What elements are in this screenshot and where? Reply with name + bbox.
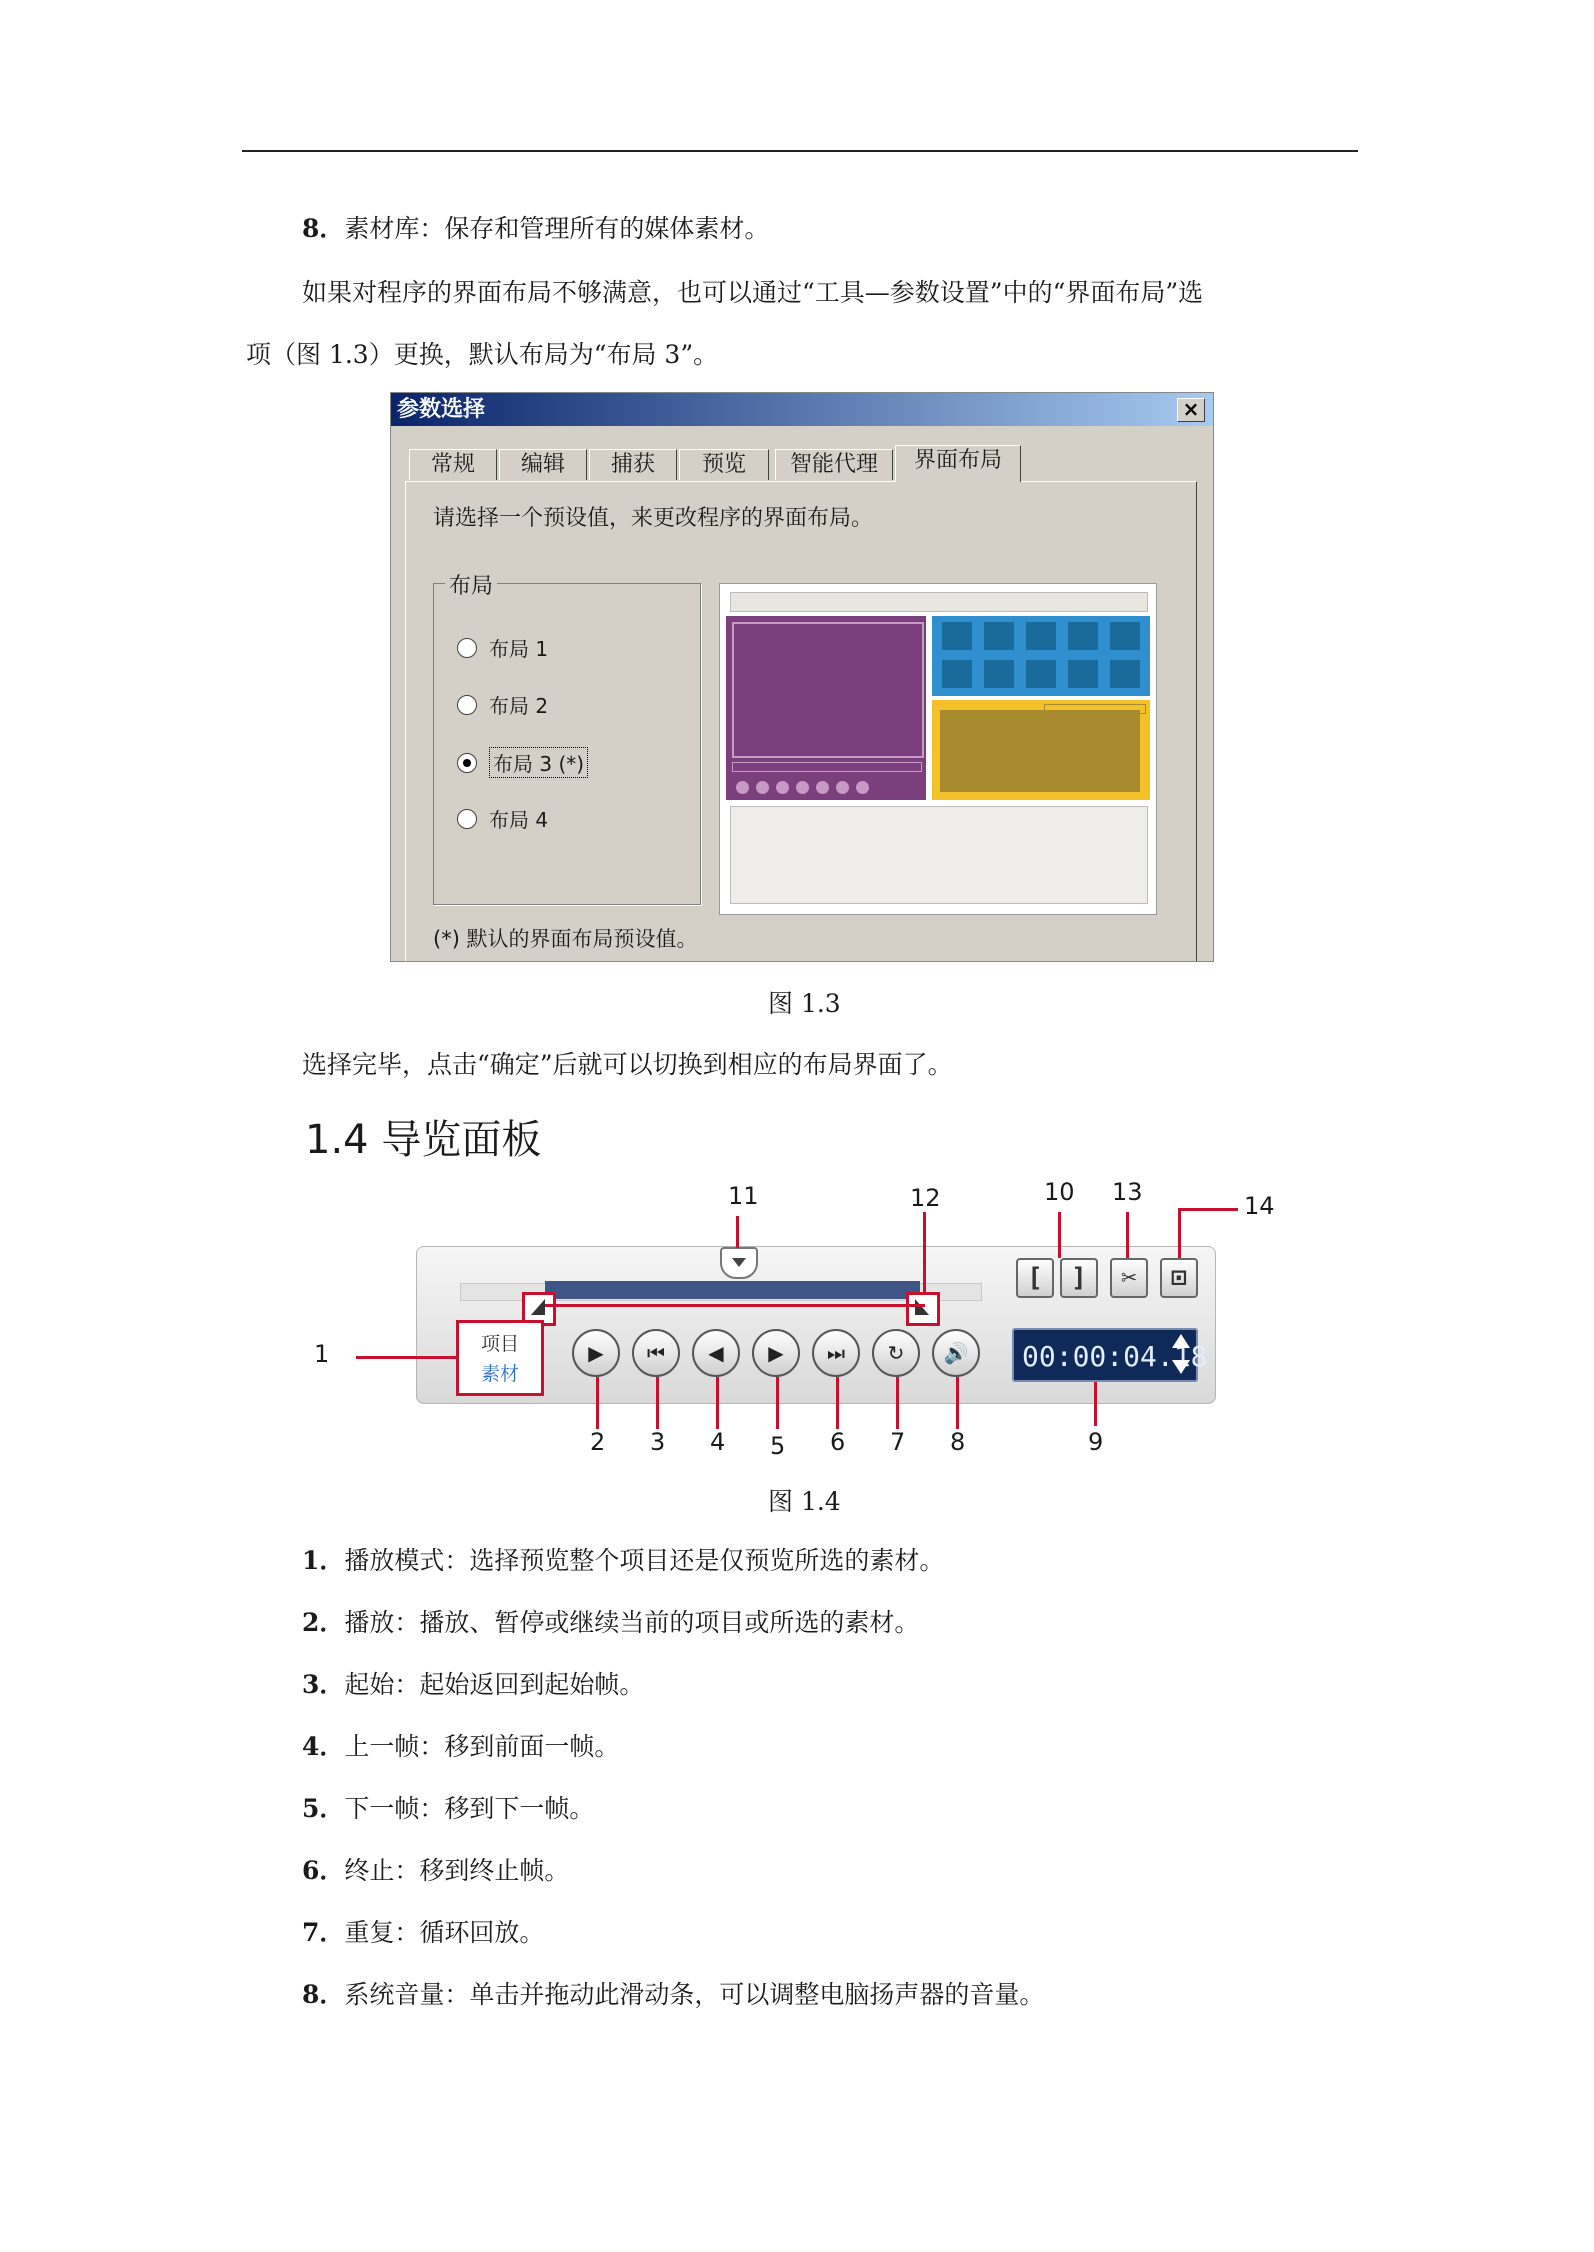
scissors-icon: ✂ — [1121, 1263, 1137, 1293]
callout-line-3 — [656, 1377, 659, 1429]
intro-paragraph-line-2: 项（图 1.3）更换，默认布局为“布局 3”。 — [246, 340, 719, 369]
callout-line-12 — [923, 1212, 926, 1292]
end-button[interactable] — [812, 1329, 860, 1377]
radio-icon[interactable] — [457, 809, 477, 829]
list-item-text: 播放：播放、暂停或继续当前的项目或所选的素材。 — [344, 1608, 920, 1637]
callout-line-11 — [736, 1216, 739, 1248]
callout-13: 13 — [1112, 1178, 1143, 1206]
callout-line-5 — [776, 1377, 779, 1429]
scrubber[interactable] — [720, 1247, 758, 1279]
list-item-number: 1． — [302, 1546, 345, 1575]
trim-handle-right[interactable] — [906, 1292, 940, 1326]
callout-2: 2 — [590, 1428, 606, 1456]
next-frame-icon: ▶ — [768, 1341, 784, 1365]
callout-line-14b — [1178, 1208, 1238, 1211]
list-item — [302, 1792, 594, 1826]
mark-out-icon: ] — [1071, 1263, 1087, 1293]
preferences-dialog — [390, 392, 1214, 962]
list-item-number: 7． — [302, 1918, 345, 1947]
list-item-text: 起始：起始返回到起始帧。 — [344, 1670, 645, 1699]
preview-dot — [796, 781, 809, 794]
callout-3: 3 — [650, 1428, 666, 1456]
after-dialog-text: 选择完毕，点击“确定”后就可以切换到相应的布局界面了。 — [302, 1050, 953, 1079]
spin-down-icon[interactable] — [1172, 1360, 1190, 1374]
callout-8: 8 — [950, 1428, 966, 1456]
mark-in-button[interactable] — [1016, 1258, 1054, 1298]
spin-up-icon[interactable] — [1172, 1334, 1190, 1348]
list-item-text: 重复：循环回放。 — [344, 1918, 545, 1947]
layout-option-3-label: 布局 3 (*) — [489, 747, 588, 778]
callout-line-10 — [1058, 1212, 1061, 1258]
callout-line-8 — [956, 1377, 959, 1429]
list-item-number: 2． — [302, 1608, 345, 1637]
trim-right-icon — [915, 1299, 929, 1315]
next-frame-button[interactable] — [752, 1329, 800, 1377]
trim-range — [545, 1281, 920, 1299]
preview-menu-bar — [730, 592, 1148, 612]
preview-dot — [816, 781, 829, 794]
callout-line-6 — [836, 1377, 839, 1429]
tab-edit[interactable]: 编辑 — [499, 449, 587, 480]
preview-cell — [1026, 660, 1056, 688]
list-item-text: 终止：移到终止帧。 — [344, 1856, 570, 1885]
radio-checked-icon[interactable] — [457, 753, 477, 773]
list-item — [302, 1606, 919, 1640]
list-item — [302, 1916, 544, 1950]
mode-project-label[interactable]: 项目 — [480, 1333, 519, 1355]
callout-line-1 — [356, 1356, 456, 1359]
preview-options-inner — [940, 710, 1140, 792]
list-item — [302, 1668, 644, 1702]
preview-cell — [1110, 660, 1140, 688]
callout-line-13 — [1126, 1212, 1129, 1258]
list-item-number: 6． — [302, 1856, 345, 1885]
header-rule — [242, 150, 1358, 152]
layout-option-2[interactable] — [457, 690, 548, 719]
close-icon[interactable]: × — [1177, 398, 1205, 422]
play-button[interactable] — [572, 1329, 620, 1377]
preview-dot — [856, 781, 869, 794]
layout-prompt: 请选择一个预设值，来更改程序的界面布局。 — [433, 506, 874, 531]
layout-preview — [719, 583, 1157, 915]
layout-option-4[interactable] — [457, 804, 548, 833]
layout-footnote: (*) 默认的界面布局预设值。 — [433, 927, 698, 951]
callout-line-7 — [896, 1377, 899, 1429]
preview-options-tab — [1044, 704, 1146, 714]
mode-clip-label[interactable]: 素材 — [480, 1363, 519, 1385]
preview-player-pane — [726, 616, 926, 800]
layout-option-4-label: 布局 4 — [489, 808, 549, 832]
callout-7: 7 — [890, 1428, 906, 1456]
callout-line-2 — [596, 1377, 599, 1429]
section-heading: 1.4 导览面板 — [305, 1117, 542, 1163]
callout-line-9 — [1094, 1382, 1097, 1426]
preview-options-pane — [932, 700, 1150, 800]
callout-line-14a — [1178, 1210, 1181, 1258]
preview-cell — [942, 622, 972, 650]
list-item — [302, 1978, 1044, 2012]
callout-12: 12 — [910, 1184, 941, 1212]
end-icon: ⏭ — [827, 1341, 845, 1365]
tab-preview[interactable]: 预览 — [679, 449, 769, 480]
tab-smart-proxy[interactable]: 智能代理 — [775, 449, 893, 480]
intro-item-8 — [302, 212, 769, 246]
intro-item-8-number: 8． — [302, 214, 345, 243]
play-mode-toggle[interactable] — [456, 1320, 544, 1396]
preview-cell — [984, 660, 1014, 688]
callout-5: 5 — [770, 1432, 786, 1460]
callout-11: 11 — [728, 1182, 759, 1210]
previous-frame-icon: ◀ — [708, 1341, 724, 1365]
preview-cell — [1026, 622, 1056, 650]
dialog-title: 参数选择 — [391, 393, 1213, 426]
repeat-icon: ↻ — [887, 1341, 905, 1365]
volume-button[interactable] — [932, 1329, 980, 1377]
layout-option-1-label: 布局 1 — [489, 637, 549, 661]
split-clip-button[interactable] — [1110, 1258, 1148, 1298]
list-item-text: 上一帧：移到前面一帧。 — [344, 1732, 620, 1761]
preview-dot — [736, 781, 749, 794]
callout-1: 1 — [314, 1340, 330, 1368]
preview-dot — [756, 781, 769, 794]
trim-left-icon — [531, 1299, 545, 1315]
enlarge-icon: ⊡ — [1171, 1263, 1187, 1293]
list-item-number: 5． — [302, 1794, 345, 1823]
callout-10: 10 — [1044, 1178, 1075, 1206]
list-item — [302, 1544, 944, 1578]
intro-paragraph-line-1: 如果对程序的界面布局不够满意，也可以通过“工具—参数设置”中的“界面布局”选 — [302, 278, 1204, 307]
trim-range-line — [545, 1304, 925, 1307]
repeat-button[interactable] — [872, 1329, 920, 1377]
preview-timeline-pane — [730, 806, 1148, 904]
preview-cell — [1110, 622, 1140, 650]
list-item — [302, 1854, 569, 1888]
timecode-display[interactable]: 00:00:04.18 — [1012, 1328, 1198, 1382]
home-button[interactable] — [632, 1329, 680, 1377]
layout-groupbox — [433, 583, 701, 905]
list-item-text: 系统音量：单击并拖动此滑动条，可以调整电脑扬声器的音量。 — [344, 1980, 1045, 2009]
preview-dot — [776, 781, 789, 794]
mark-in-icon: [ — [1027, 1263, 1043, 1293]
callout-14: 14 — [1244, 1192, 1275, 1220]
radio-icon[interactable] — [457, 695, 477, 715]
intro-item-8-text: 素材库：保存和管理所有的媒体素材。 — [344, 214, 770, 243]
preview-cell — [942, 660, 972, 688]
tab-general[interactable]: 常规 — [409, 449, 497, 480]
previous-frame-button[interactable] — [692, 1329, 740, 1377]
preview-cell — [1068, 622, 1098, 650]
preview-dot — [836, 781, 849, 794]
preview-library-pane — [932, 616, 1150, 696]
callout-4: 4 — [710, 1428, 726, 1456]
preview-cell — [1068, 660, 1098, 688]
list-item-number: 4． — [302, 1732, 345, 1761]
preview-player-strip — [732, 762, 922, 772]
callout-9: 9 — [1088, 1428, 1104, 1456]
layout-option-1[interactable] — [457, 633, 548, 662]
figure-1-3-caption: 图 1.3 — [768, 989, 841, 1018]
timecode-spinner[interactable] — [1172, 1334, 1190, 1378]
list-item-text: 播放模式：选择预览整个项目还是仅预览所选的素材。 — [344, 1546, 945, 1575]
figure-1-4-caption: 图 1.4 — [768, 1487, 841, 1516]
list-item-number: 3． — [302, 1670, 345, 1699]
volume-icon: 🔊 — [943, 1341, 969, 1365]
enlarge-button[interactable] — [1160, 1258, 1198, 1298]
list-item — [302, 1730, 619, 1764]
callout-line-4 — [716, 1377, 719, 1429]
mark-out-button[interactable] — [1060, 1258, 1098, 1298]
list-item-text: 下一帧：移到下一帧。 — [344, 1794, 595, 1823]
layout-option-2-label: 布局 2 — [489, 694, 549, 718]
play-icon: ▶ — [588, 1341, 604, 1365]
layout-option-3[interactable] — [457, 747, 588, 778]
callout-6: 6 — [830, 1428, 846, 1456]
tab-capture[interactable]: 捕获 — [589, 449, 677, 480]
scrubber-icon — [732, 1258, 746, 1267]
preview-player-screen — [732, 622, 924, 758]
layout-group-label: 布局 — [445, 569, 497, 600]
radio-icon[interactable] — [457, 638, 477, 658]
list-item-number: 8． — [302, 1980, 345, 2009]
preview-cell — [984, 622, 1014, 650]
home-icon: ⏮ — [647, 1341, 665, 1365]
tab-ui-layout[interactable]: 界面布局 — [895, 445, 1021, 482]
